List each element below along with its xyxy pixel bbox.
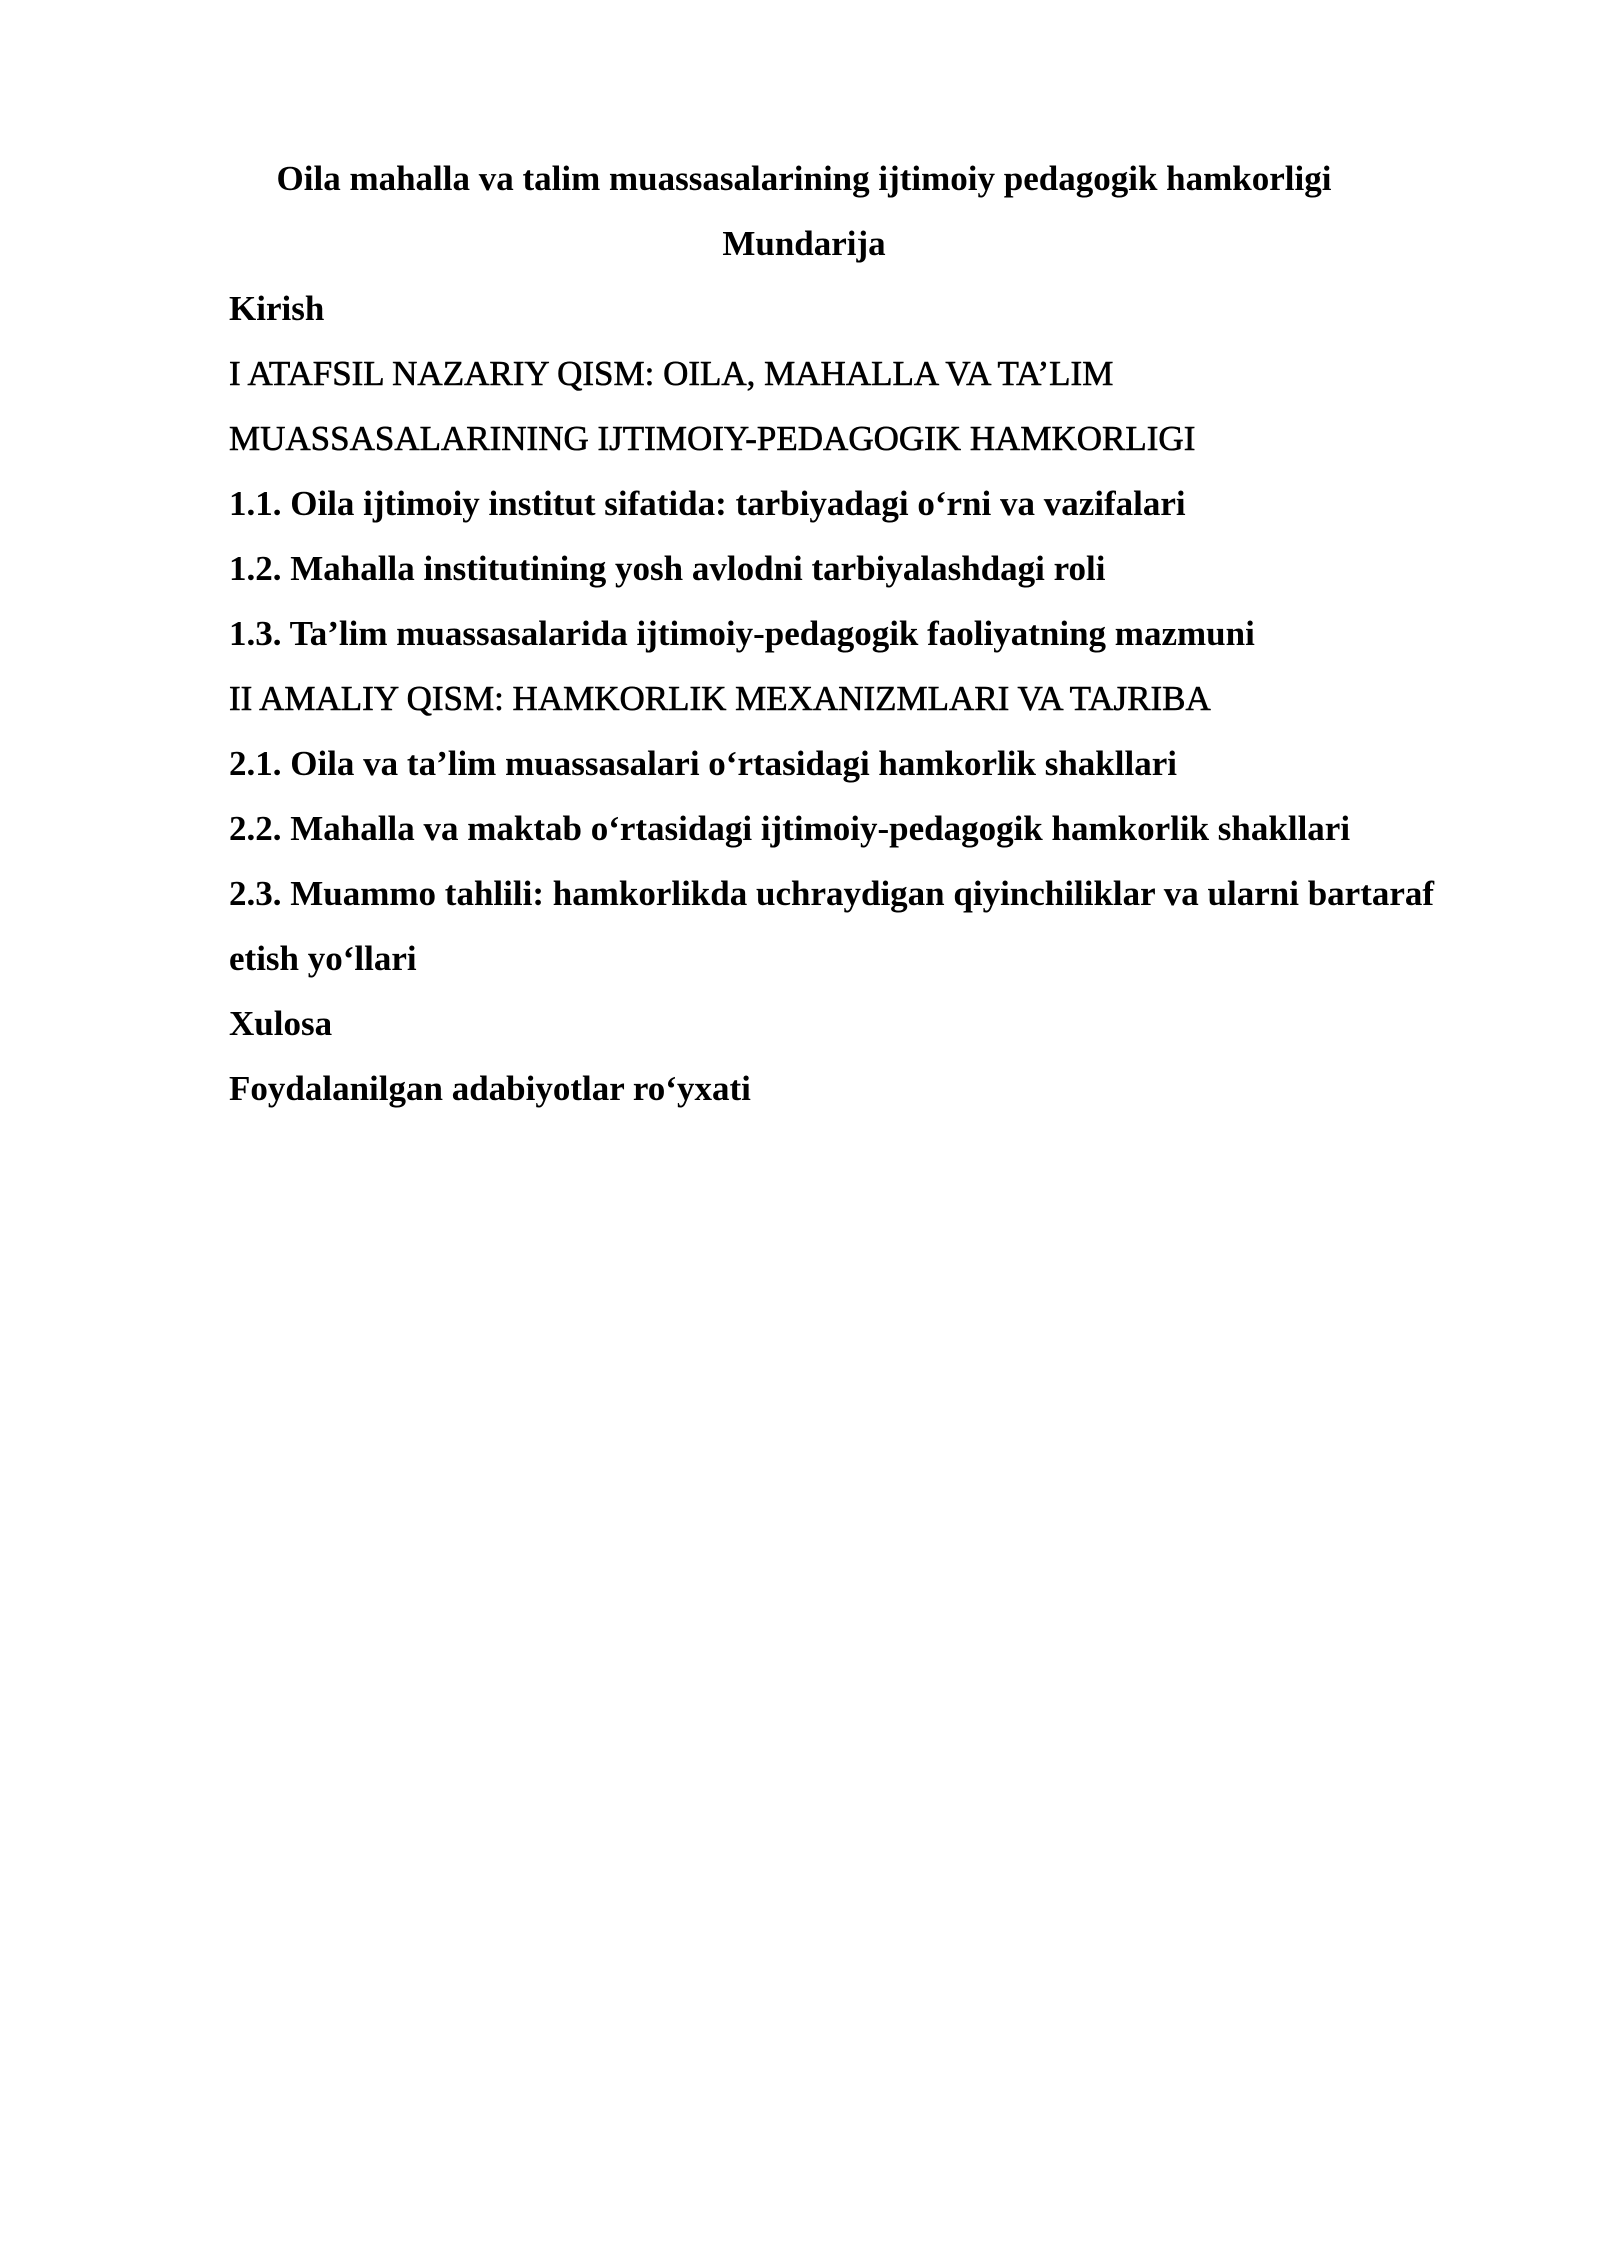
toc-item-1-3: 1.3. Ta’lim muassasalarida ijtimoiy-pedagogik faoliyatning mazmuni (229, 614, 1255, 653)
document-content (229, 146, 1449, 1121)
toc-item-introduction: Kirish (229, 289, 325, 328)
toc-item-1-2: 1.2. Mahalla institutining yosh avlodni tarbiyalashdagi roli (229, 549, 1106, 588)
toc-item-references: Foydalanilgan adabiyotlar ro‘yxati (229, 1069, 751, 1108)
toc-item-2-2: 2.2. Mahalla va maktab o‘rtasidagi ijtimoiy-pedagogik hamkorlik shakllari (229, 809, 1351, 848)
document-title: Oila mahalla va talim muassasalarining ijtimoiy pedagogik hamkorligi (276, 159, 1332, 198)
table-of-contents-heading: Mundarija (722, 224, 886, 263)
toc-item-1-1: 1.1. Oila ijtimoiy institut sifatida: tarbiyadagi o‘rni va vazifalari (229, 484, 1186, 523)
toc-item-2-1: 2.1. Oila va ta’lim muassasalari o‘rtasidagi hamkorlik shakllari (229, 744, 1177, 783)
toc-item-chapter-2: II AMALIY QISM: HAMKORLIK MEXANIZMLARI VA TAJRIBA (229, 679, 1211, 718)
table-of-contents (229, 276, 1449, 1121)
toc-item-2-3: 2.3. Muammo tahlili: hamkorlikda uchraydigan qiyinchiliklar va ularni bartaraf etish yo‘llari (229, 874, 1435, 978)
toc-item-conclusion: Xulosa (229, 1004, 333, 1043)
toc-item-chapter-1: I ATAFSIL NAZARIY QISM: OILA, MAHALLA VA TA’LIM MUASSASALARINING IJTIMOIY-PEDAGOGIK HAMKORLIGI (229, 354, 1196, 458)
